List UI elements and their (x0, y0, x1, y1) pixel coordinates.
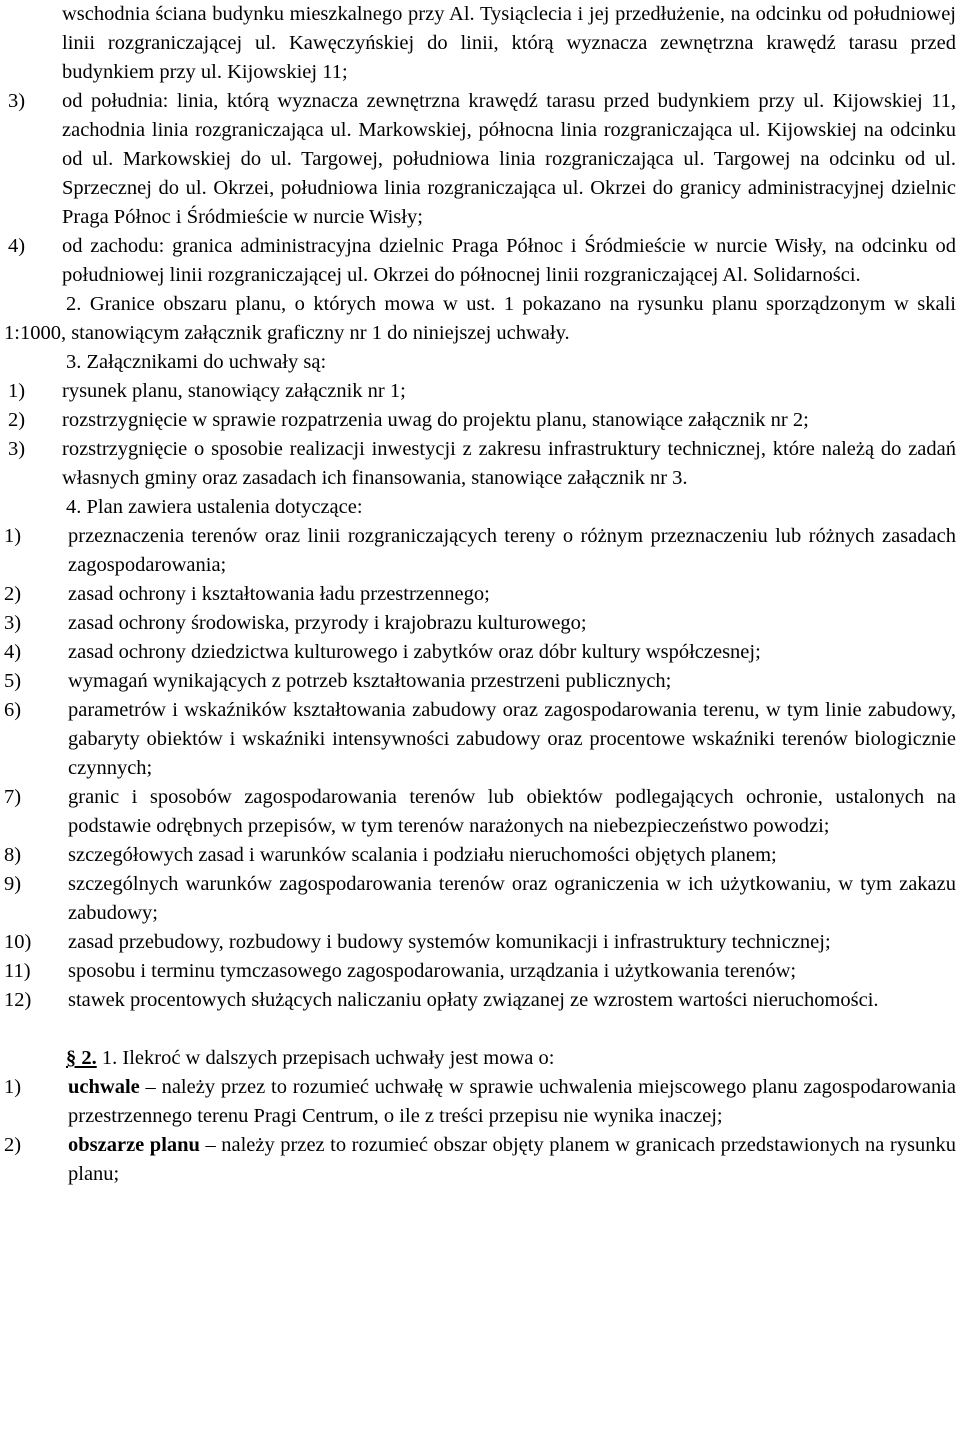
attachment-item-2 (4, 406, 956, 435)
defined-term: uchwale (68, 1076, 140, 1098)
list-text: sposobu i terminu tymczasowego zagospodarowania, urządzania i użytkowania terenów; (68, 960, 797, 982)
list-number: 1) (4, 525, 22, 547)
definitions-list (4, 1073, 956, 1189)
list-item (4, 870, 956, 928)
list-text: zasad przebudowy, rozbudowy i budowy systemów komunikacji i infrastruktury technicznej; (68, 931, 831, 953)
list-text: rysunek planu, stanowiący załącznik nr 1; (62, 380, 406, 402)
list-number: 1) (4, 1076, 22, 1098)
paragraph-4-heading: 4. Plan zawiera ustalenia dotyczące: (66, 496, 363, 518)
list-number: 2) (4, 583, 22, 605)
list-item (4, 783, 956, 841)
list-number: 5) (4, 670, 22, 692)
list-item (4, 696, 956, 783)
list-text: rozstrzygnięcie o sposobie realizacji inwestycji z zakresu infrastruktury technicznej, które należą do zadań własnych gminy oraz zasadach ich finansowania, stanowiące załącznik nr 3. (62, 438, 956, 489)
list-text: szczegółowych zasad i warunków scalania i podziału nieruchomości objętych planem; (68, 844, 777, 866)
list-number: 4) (4, 641, 22, 663)
list-number: 8) (4, 844, 22, 866)
attachment-item-3 (4, 435, 956, 493)
list-item (4, 638, 956, 667)
list-text: zasad ochrony i kształtowania ładu przestrzennego; (68, 583, 490, 605)
section-mark: § 2. (66, 1047, 97, 1069)
list-number: 1) (8, 380, 26, 402)
section-2-intro (4, 1044, 956, 1073)
plan-settings-list (4, 522, 956, 1015)
list-item (4, 609, 956, 638)
definition-text: – należy przez to rozumieć uchwałę w sprawie uchwalenia miejscowego planu zagospodarowania przestrzennego terenu Pragi Centrum, o ile z treści przepisu nie wynika inaczej; (68, 1076, 956, 1127)
list-item (4, 1073, 956, 1131)
list-number: 4) (8, 235, 26, 257)
list-item (4, 928, 956, 957)
list-item (4, 667, 956, 696)
list-number: 2) (4, 1134, 22, 1156)
list-text: zasad ochrony dziedzictwa kulturowego i zabytków oraz dóbr kultury współczesnej; (68, 641, 761, 663)
section-2-intro-text: 1. Ilekroć w dalszych przepisach uchwały jest mowa o: (101, 1047, 555, 1069)
list-item (4, 1131, 956, 1189)
list-text (68, 1131, 956, 1189)
list-text: rozstrzygnięcie w sprawie rozpatrzenia uwag do projektu planu, stanowiące załącznik nr 2; (62, 409, 809, 431)
definition-text: – należy przez to rozumieć obszar objęty planem w granicach przedstawionych na rysunku planu; (68, 1134, 956, 1185)
document-page (4, 0, 956, 1189)
list-item (4, 841, 956, 870)
boundary-item-south (4, 87, 956, 232)
list-number: 2) (8, 409, 26, 431)
list-number: 3) (4, 612, 22, 634)
boundary-continuation: wschodnia ściana budynku mieszkalnego przy Al. Tysiąclecia i jej przedłużenie, na odcinku od południowej linii rozgraniczającej ul. Kawęczyńskiej do linii, którą wyznacza zewnętrzna krawędź tarasu przed budynkiem przy ul. Kijowskiej 11; (62, 3, 956, 83)
list-item (4, 957, 956, 986)
list-text: przeznaczenia terenów oraz linii rozgraniczających tereny o różnym przeznaczeniu lub różnych zasadach zagospodarowania; (68, 525, 956, 576)
list-number: 7) (4, 786, 22, 808)
list-number: 11) (4, 960, 31, 982)
defined-term: obszarze planu (68, 1134, 200, 1156)
list-number: 12) (4, 989, 32, 1011)
list-text: szczególnych warunków zagospodarowania terenów oraz ograniczenia w ich użytkowaniu, w tym zakazu zabudowy; (68, 873, 956, 924)
list-number: 3) (8, 438, 26, 460)
list-text: stawek procentowych służących naliczaniu opłaty związanej ze wzrostem wartości nieruchomości. (68, 989, 879, 1011)
attachment-item-1 (4, 377, 956, 406)
list-item (4, 522, 956, 580)
list-text: od południa: linia, którą wyznacza zewnętrzna krawędź tarasu przed budynkiem przy ul. Kijowskiej 11, zachodnia linia rozgraniczająca ul. Markowskiej, północna linia rozgraniczająca ul. Kijowskiej na odcinku od ul. Markowskiej do ul. Targowej, południowa linia rozgraniczająca ul. Targowej na odcinku od ul. Sprzecznej do ul. Okrzei, południowa linia rozgraniczająca ul. Okrzei do granicy administracyjnej dzielnic Praga Północ i Śródmieście w nurcie Wisły; (62, 90, 956, 228)
spacer (4, 1015, 956, 1044)
list-number: 6) (4, 699, 22, 721)
boundary-item-west (4, 232, 956, 290)
paragraph-2: 2. Granice obszaru planu, o których mowa w ust. 1 pokazano na rysunku planu sporządzonym w skali 1:1000, stanowiącym załącznik graficzny nr 1 do niniejszej uchwały. (4, 293, 956, 344)
paragraph-3-heading: 3. Załącznikami do uchwały są: (66, 351, 327, 373)
list-text: parametrów i wskaźników kształtowania zabudowy oraz zagospodarowania terenu, w tym linie zabudowy, gabaryty obiektów i wskaźniki intensywności zabudowy oraz procentowe wskaźniki terenów biologicznie czynnych; (68, 699, 956, 779)
list-number: 10) (4, 931, 32, 953)
list-text: wymagań wynikających z potrzeb kształtowania przestrzeni publicznych; (68, 670, 672, 692)
list-text (68, 1073, 956, 1131)
list-text: granic i sposobów zagospodarowania terenów lub obiektów podlegających ochronie, ustalonych na podstawie odrębnych przepisów, w tym terenów narażonych na niebezpieczeństwo powodzi; (68, 786, 956, 837)
list-text: zasad ochrony środowiska, przyrody i krajobrazu kulturowego; (68, 612, 587, 634)
list-item (4, 580, 956, 609)
list-item (4, 986, 956, 1015)
list-text: od zachodu: granica administracyjna dzielnic Praga Północ i Śródmieście w nurcie Wisły, na odcinku od południowej linii rozgraniczającej ul. Okrzei do północnej linii rozgraniczającej Al. Solidarności. (62, 235, 956, 286)
list-number: 9) (4, 873, 22, 895)
list-number: 3) (8, 90, 26, 112)
